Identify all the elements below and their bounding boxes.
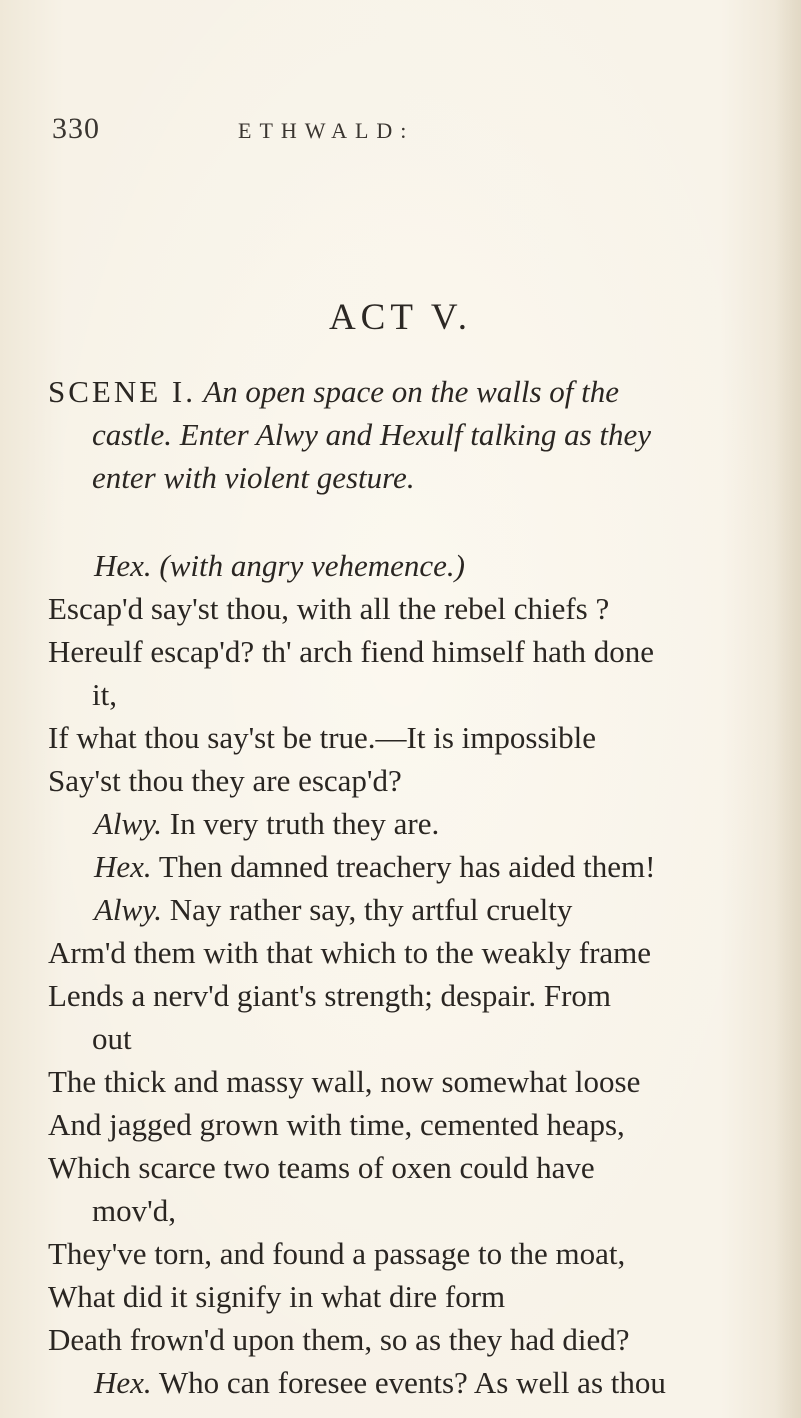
speaker-name: Hex.	[94, 849, 152, 884]
verse-line: Death frown'd upon them, so as they had died?	[48, 1322, 630, 1357]
verse-line: it,	[92, 677, 117, 712]
act-heading: ACT V.	[328, 297, 473, 338]
verse-line: And jagged grown with time, cemented heaps,	[48, 1107, 625, 1142]
verse-line: If what thou say'st be true.—It is impossible	[48, 720, 597, 755]
speech-text: In very truth they are.	[162, 806, 440, 841]
speech-text: Who can foresee events? As well as thou	[151, 1365, 666, 1400]
scene-text: An open space on the walls of the	[196, 374, 620, 409]
running-header	[0, 112, 801, 152]
page-edge-shadow	[775, 0, 801, 1418]
scene-line: enter with violent gesture.	[92, 460, 415, 495]
verse-line: They've torn, and found a passage to the moat,	[48, 1236, 626, 1271]
verse-line: mov'd,	[92, 1193, 176, 1228]
running-title: ETHWALD:	[238, 118, 415, 143]
scene-line: castle. Enter Alwy and Hexulf talking as they	[92, 417, 652, 452]
dialogue-block	[48, 544, 778, 1404]
speaker-name: Hex.	[94, 548, 152, 583]
verse-line: Lends a nerv'd giant's strength; despair. From	[48, 978, 612, 1013]
verse-line: Escap'd say'st thou, with all the rebel chiefs ?	[48, 591, 610, 626]
scene-direction	[48, 370, 778, 499]
speech-line	[48, 1361, 778, 1404]
verse-line: Which scarce two teams of oxen could have	[48, 1150, 595, 1185]
verse-line: Arm'd them with that which to the weakly frame	[48, 935, 652, 970]
speaker-name: Alwy.	[94, 892, 163, 927]
scene-label: SCENE I.	[48, 374, 196, 409]
verse-line: The thick and massy wall, now somewhat loose	[48, 1064, 641, 1099]
speech-line	[48, 802, 778, 845]
speech-text: Nay rather say, thy artful cruelty	[162, 892, 573, 927]
page-number: 330	[52, 112, 100, 145]
speech-line	[48, 845, 778, 888]
verse-line: out	[92, 1021, 132, 1056]
speech-line	[48, 888, 778, 931]
speaker-name: Alwy.	[94, 806, 163, 841]
verse-line: Hereulf escap'd? th' arch fiend himself hath done	[48, 634, 654, 669]
verse-line: Say'st thou they are escap'd?	[48, 763, 402, 798]
speech-text: Then damned treachery has aided them!	[151, 849, 656, 884]
scene-line	[48, 370, 778, 413]
speaker-name: Hex.	[94, 1365, 152, 1400]
speech-heading	[48, 544, 778, 587]
stage-direction: (with angry vehemence.)	[151, 548, 465, 583]
verse-line: What did it signify in what dire form	[48, 1279, 506, 1314]
